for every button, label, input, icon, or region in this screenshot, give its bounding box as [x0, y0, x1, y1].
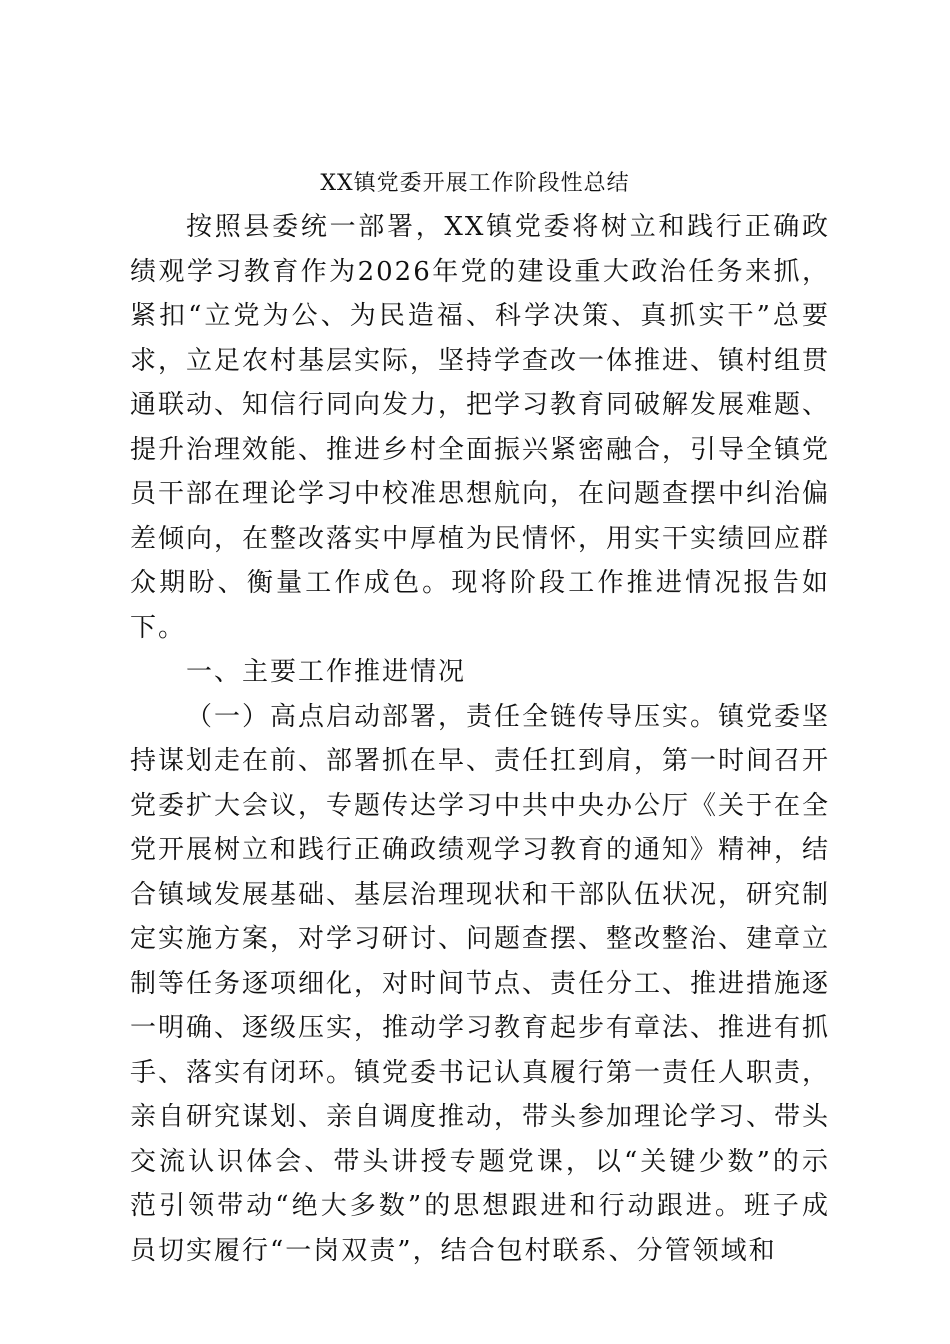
document-title: XX镇党委开展工作阶段性总结: [320, 171, 630, 196]
intro-paragraph: 按照县委统一部署，XX镇党委将树立和践行正确政绩观学习教育作为2026年党的建设重大政治任务来抓，紧扣“立党为公、为民造福、科学决策、真抓实干”总要求，立足农村基层实际，坚持学查改一体推进、镇村组贯通联动、知信行同向发力，把学习教育同破解发展难题、提升治理效能、推进乡村全面振兴紧密融合，引导全镇党员干部在理论学习中校准思想航向，在问题查摆中纠治偏差倾向，在整改落实中厚植为民情怀，用实干实绩回应群众期盼、衡量工作成色。现将阶段工作推进情况报告如下。: [130, 212, 831, 643]
document-body: [130, 205, 830, 1273]
section-heading: 一、主要工作推进情况: [186, 657, 467, 687]
section-paragraph: （一）高点启动部署，责任全链传导压实。镇党委坚持谋划走在前、部署抓在早、责任扛到肩，第一时间召开党委扩大会议，专题传达学习中共中央办公厅《关于在全党开展树立和践行正确政绩观学习教育的通知》精神，结合镇域发展基础、基层治理现状和干部队伍状况，研究制定实施方案，对学习研讨、问题查摆、整改整治、建章立制等任务逐项细化，对时间节点、责任分工、推进措施逐一明确、逐级压实，推动学习教育起步有章法、推进有抓手、落实有闭环。镇党委书记认真履行第一责任人职责，亲自研究谋划、亲自调度推动，带头参加理论学习、带头交流认识体会、带头讲授专题党课，以“关键少数”的示范引领带动“绝大多数”的思想跟进和行动跟进。班子成员切实履行“一岗双责”，结合包村联系、分管领域和: [130, 701, 831, 1266]
